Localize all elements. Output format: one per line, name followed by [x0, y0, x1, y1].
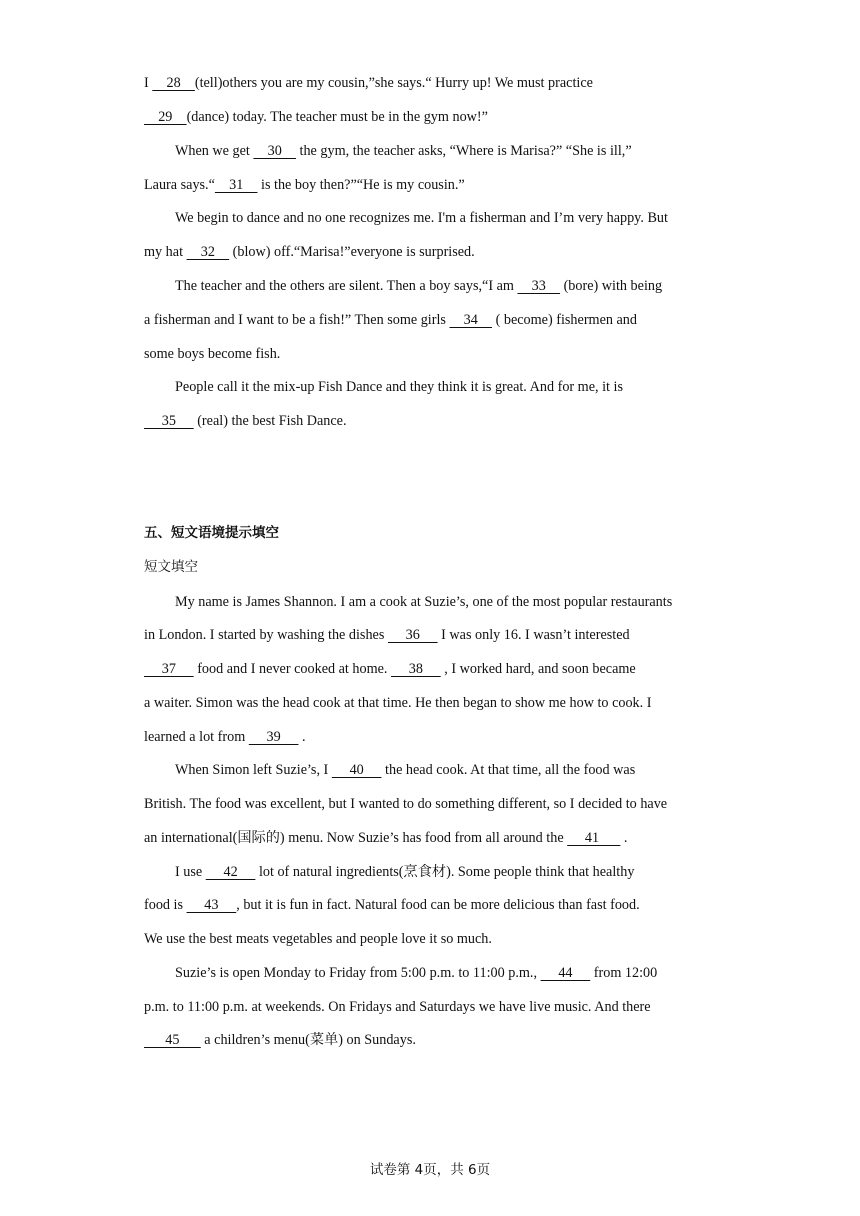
- text-segment: Suzie’s is open Monday to Friday from 5:00 p.m. to 11:00 p.m.,: [175, 965, 541, 981]
- text-segment: I: [144, 75, 153, 91]
- text-line: [144, 411, 734, 431]
- text-segment: When we get: [175, 143, 254, 159]
- text-segment: ( become) fishermen and: [492, 312, 637, 328]
- text-segment: My name is James Shannon. I am a cook at Suzie’s, one of the most popular restaurants: [175, 594, 673, 610]
- text-segment: When Simon left Suzie’s, I: [175, 762, 332, 778]
- text-segment: the head cook. At that time, all the food was: [381, 762, 636, 778]
- text-segment: (real) the best Fish Dance.: [193, 413, 347, 429]
- text-segment: 五、短文语境提示填空: [144, 525, 279, 541]
- answer-blank: 40: [331, 762, 382, 778]
- text-line: [144, 895, 734, 915]
- text-segment: We begin to dance and no one recognizes me. I'm a fisherman and I’m very happy. But: [175, 210, 668, 226]
- answer-blank: 45: [144, 1032, 201, 1048]
- text-segment: Laura says.“: [144, 177, 215, 193]
- text-segment: food is: [144, 897, 187, 913]
- text-line: [144, 242, 734, 262]
- answer-blank: 34: [449, 312, 493, 328]
- answer-blank: 42: [205, 864, 256, 880]
- text-segment: British. The food was excellent, but I wanted to do something different, so I decided to have: [144, 796, 668, 812]
- text-segment: The teacher and the others are silent. Then a boy says,“I am: [175, 278, 518, 294]
- text-segment: p.m. to 11:00 p.m. at weekends. On Fridays and Saturdays we have live music. And there: [144, 999, 651, 1015]
- section-heading: [144, 523, 734, 543]
- answer-blank: 43: [186, 897, 237, 913]
- text-line: [175, 760, 735, 780]
- answer-blank: 41: [567, 830, 621, 846]
- text-segment: 短文填空: [144, 559, 198, 575]
- text-segment: People call it the mix-up Fish Dance and they think it is great. And for me, it is: [175, 379, 624, 395]
- text-line: [175, 208, 735, 228]
- text-segment: I use: [175, 864, 206, 880]
- text-line: [175, 963, 735, 983]
- text-segment: .: [298, 729, 306, 745]
- text-line: [175, 141, 735, 161]
- text-segment: a waiter. Simon was the head cook at that time. He then began to show me how to cook. I: [144, 695, 652, 711]
- text-segment: We use the best meats vegetables and people love it so much.: [144, 931, 492, 947]
- text-segment: the gym, the teacher asks, “Where is Marisa?” “She is ill,”: [295, 143, 632, 159]
- text-segment: lot of natural ingredients(烹食材). Some people think that healthy: [255, 864, 635, 880]
- text-segment: from 12:00: [590, 965, 658, 981]
- answer-blank: 38: [391, 661, 441, 677]
- text-segment: food and I never cooked at home.: [193, 661, 392, 677]
- text-segment: (bore) with being: [560, 278, 663, 294]
- text-line: [175, 276, 735, 296]
- text-segment: .: [620, 830, 628, 846]
- answer-blank: 31: [214, 177, 258, 193]
- section-subheading: [144, 557, 734, 577]
- text-line: [144, 828, 734, 848]
- text-line: [175, 862, 735, 882]
- answer-blank: 33: [517, 278, 561, 294]
- text-line: [144, 794, 734, 814]
- text-line: [175, 377, 735, 397]
- answer-blank: 28: [152, 75, 195, 91]
- text-segment: a fisherman and I want to be a fish!” Then some girls: [144, 312, 450, 328]
- text-segment: I was only 16. I wasn’t interested: [437, 627, 630, 643]
- text-line: [144, 997, 734, 1017]
- text-segment: an international(国际的) menu. Now Suzie’s has food from all around the: [144, 830, 568, 846]
- page-footer: 试卷第 4页，共 6页: [369, 1162, 491, 1178]
- text-line: [144, 344, 734, 364]
- text-line: [144, 727, 734, 747]
- text-line: [144, 175, 734, 195]
- text-line: [144, 659, 734, 679]
- text-line: [144, 625, 734, 645]
- answer-blank: 29: [144, 109, 187, 125]
- answer-blank: 36: [387, 627, 438, 643]
- text-segment: some boys become fish.: [144, 346, 281, 362]
- text-segment: , I worked hard, and soon became: [440, 661, 636, 677]
- text-segment: (blow) off.“Marisa!”everyone is surprised.: [229, 244, 475, 260]
- answer-blank: 39: [248, 729, 299, 745]
- answer-blank: 32: [186, 244, 230, 260]
- text-segment: , but it is fun in fact. Natural food can be more delicious than fast food.: [236, 897, 640, 913]
- text-segment: (dance) today. The teacher must be in the gym now!”: [186, 109, 488, 125]
- text-segment: is the boy then?”“He is my cousin.”: [257, 177, 465, 193]
- text-segment: a children’s menu(菜单) on Sundays.: [200, 1032, 416, 1048]
- answer-blank: 37: [144, 661, 194, 677]
- text-line: [144, 929, 734, 949]
- answer-blank: 30: [253, 143, 296, 159]
- text-segment: (tell)others you are my cousin,”she says.“ Hurry up! We must practice: [194, 75, 593, 91]
- text-line: [144, 73, 734, 93]
- text-line: [144, 693, 734, 713]
- text-segment: my hat: [144, 244, 187, 260]
- answer-blank: 35: [144, 413, 194, 429]
- text-segment: learned a lot from: [144, 729, 249, 745]
- text-segment: in London. I started by washing the dishes: [144, 627, 388, 643]
- answer-blank: 44: [540, 965, 591, 981]
- text-line: [144, 1030, 734, 1050]
- text-line: [144, 310, 734, 330]
- text-line: [175, 592, 735, 612]
- text-line: [144, 107, 734, 127]
